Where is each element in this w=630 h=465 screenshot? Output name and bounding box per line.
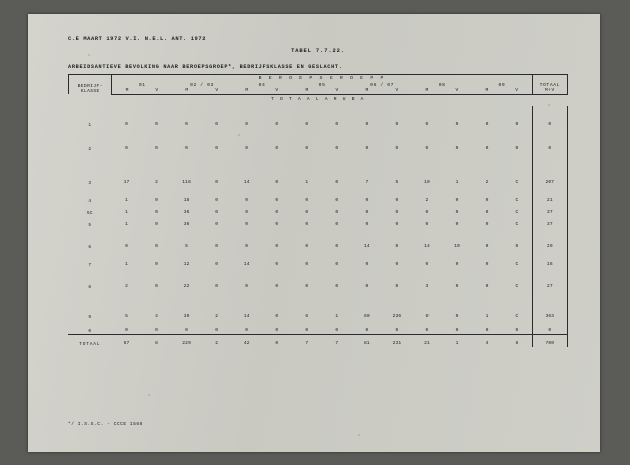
cell: 0 (425, 222, 429, 228)
cell: 0 (395, 210, 399, 216)
mv-header-7: V (322, 88, 352, 94)
table-row (68, 320, 568, 335)
cell: C (515, 210, 519, 216)
cell-total: 0 (532, 320, 567, 335)
table-row (68, 268, 568, 290)
cell: 0 (335, 210, 339, 216)
cell: 0 (155, 328, 159, 334)
cell: 0 (125, 122, 128, 128)
cell: 0 (185, 146, 189, 152)
cell: 0 (305, 210, 309, 216)
cell: 14 (424, 244, 430, 250)
cell: 0 (305, 262, 309, 268)
cell: 39 (183, 314, 190, 320)
cell: 0 (155, 122, 159, 128)
cell: 0 (335, 262, 339, 268)
row-label-1: 1 (88, 122, 92, 128)
cell: 0 (245, 328, 249, 334)
cell: 0 (335, 180, 339, 186)
row-label-6: 6 (88, 244, 92, 250)
cell-total: 27 (532, 268, 567, 290)
total-cell-grand: 700 (532, 334, 567, 347)
cell: 0 (155, 284, 159, 290)
cell: 0 (275, 328, 279, 334)
cell: 14 (243, 314, 250, 320)
cell: 0 (455, 262, 459, 268)
cell: 0 (215, 210, 219, 216)
cell: 0 (305, 284, 309, 290)
document-header-line: C.E MAART 1972 V.I. N.E.L. ANT. 1972 (68, 36, 207, 42)
cell: 3 (425, 284, 429, 290)
cell: 0 (335, 198, 339, 204)
total-cell: 2 (202, 334, 232, 347)
cell: C (515, 222, 519, 228)
cell: 0 (275, 210, 279, 216)
cell: 0 (335, 222, 339, 228)
cell: 0 (395, 198, 399, 204)
cell: 36 (183, 222, 190, 228)
table-row (68, 250, 568, 268)
mv-header-4: M (232, 88, 262, 94)
cell: 0 (305, 146, 309, 152)
stub-header-cell: BEDRIJF- KLASSE (69, 83, 112, 94)
cell: 0 (155, 262, 159, 268)
cell: 14 (243, 180, 250, 186)
cell: 0 (305, 122, 309, 128)
cell: C (515, 284, 519, 290)
table-number-label: TABEL 7.7.22. (291, 47, 345, 54)
cell: 2 (125, 284, 128, 290)
total-cell: 0 (262, 334, 292, 347)
cell: 0 (395, 328, 399, 334)
mv-header-3: V (202, 88, 232, 94)
cell: 0 (485, 210, 489, 216)
cell: 0 (305, 198, 309, 204)
mv-header-5: V (262, 88, 292, 94)
cell: 1 (125, 222, 128, 228)
group-code-09: 09 (498, 83, 506, 88)
section-title: T O T A A L A R U B A (270, 97, 366, 103)
cell: 5 (125, 314, 128, 320)
table-row (68, 152, 568, 186)
cell: 0 (365, 210, 369, 216)
statistics-table-body (68, 106, 568, 347)
section-title-row (69, 94, 568, 106)
cell: 0 (485, 222, 489, 228)
cell: 116 (182, 180, 191, 186)
cell: 236 (392, 314, 402, 320)
total-cell: 21 (412, 334, 442, 347)
cell: 1 (125, 210, 128, 216)
table-row (68, 290, 568, 320)
cell: 14 (364, 244, 370, 250)
total-cell: 7 (292, 334, 322, 347)
cell: 0 (155, 146, 159, 152)
table-row (68, 204, 568, 216)
group-code-08: 08 (438, 83, 446, 88)
cell: 0 (335, 146, 339, 152)
group-code-02-03: 02 / 03 (190, 83, 214, 88)
cell: 0 (485, 146, 489, 152)
cell: 0 (515, 146, 519, 152)
mv-header-2: M (172, 88, 202, 94)
cell: 0 (215, 122, 219, 128)
total-cell: 81 (352, 334, 382, 347)
row-label-0: 0 (88, 328, 92, 334)
cell: 18 (183, 198, 190, 204)
cell: 0 (455, 146, 459, 152)
cell: 0 (515, 328, 519, 334)
cell: 0 (275, 262, 279, 268)
row-label-4: 4 (88, 198, 92, 204)
cell: 0 (245, 122, 249, 128)
cell: 0 (335, 328, 339, 334)
cell: 4 (155, 314, 159, 320)
cell: 14 (243, 262, 250, 268)
row-label-2: 2 (88, 146, 92, 152)
row-label-3: 3 (88, 180, 92, 186)
cell: 0 (425, 122, 429, 128)
cell: 0 (365, 146, 369, 152)
cell: 0 (215, 262, 219, 268)
group-code-05: 05 (318, 83, 326, 88)
statistics-table (68, 74, 568, 106)
table-row (68, 216, 568, 228)
cell: 0 (335, 284, 339, 290)
cell: 0 (275, 314, 279, 320)
group-code-04: 04 (258, 83, 266, 88)
cell: 0 (455, 122, 459, 128)
cell: 6 (425, 314, 429, 320)
cell: 0 (245, 198, 249, 204)
cell: 0 (305, 328, 309, 334)
cell-total: 207 (532, 152, 567, 186)
mv-header-13: V (502, 88, 532, 94)
cell: 10 (424, 180, 430, 186)
cell: 0 (215, 180, 219, 186)
cell: 0 (275, 198, 279, 204)
cell: 0 (485, 122, 489, 128)
row-label-9: 9 (88, 314, 92, 320)
cell: 0 (365, 284, 369, 290)
scanned-document-page (28, 14, 600, 452)
cell: 0 (185, 122, 189, 128)
cell: 0 (275, 180, 279, 186)
cell: 17 (123, 180, 130, 186)
total-cell: 4 (472, 334, 502, 347)
cell: 2 (485, 180, 489, 186)
cell: 0 (335, 122, 339, 128)
cell: 1 (125, 198, 128, 204)
cell: 0 (485, 262, 489, 268)
cell: 0 (215, 146, 219, 152)
group-code-total: TOTAAL (532, 83, 567, 88)
cell: 0 (485, 198, 489, 204)
cell: 0 (215, 222, 219, 228)
total-cell: 231 (382, 334, 412, 347)
cell: 0 (455, 314, 459, 320)
spanner-label: B E R O E P S G R O E P P (112, 75, 532, 84)
total-row-label: TOTAAL (68, 334, 112, 347)
cell: 0 (365, 198, 369, 204)
mv-header-8: M (352, 88, 382, 94)
cell: 0 (365, 262, 369, 268)
cell: 0 (245, 210, 249, 216)
table-total-row (68, 334, 568, 347)
cell: 0 (485, 284, 489, 290)
cell: 1 (125, 262, 128, 268)
cell: 0 (395, 146, 399, 152)
cell: 12 (183, 262, 190, 268)
cell-total: 363 (532, 290, 567, 320)
table-subtitle: ARBEIDSANTIEVE BEVOLKING NAAR BEROEPSGROEP*, BEDRIJFSKLASSE EN GESLACHT. (68, 63, 343, 70)
row-label-8: 8 (88, 284, 92, 290)
cell-total: 21 (532, 186, 567, 204)
cell: 2 (425, 198, 429, 204)
cell: 7 (365, 180, 369, 186)
total-cell: 7 (322, 334, 352, 347)
cell: 1 (335, 314, 339, 320)
cell: C (515, 314, 519, 320)
cell-total: 37 (532, 204, 567, 216)
cell: 0 (455, 328, 459, 334)
cell-total: 29 (532, 228, 567, 250)
row-label-5: 5 (88, 222, 92, 228)
table-spanner-row (69, 75, 568, 84)
cell: 0 (335, 244, 339, 250)
cell: 1 (305, 180, 309, 186)
group-code-06-07: 06 / 07 (370, 83, 395, 88)
cell: 0 (215, 244, 219, 250)
row-label-50: 5C (86, 210, 93, 216)
total-cell: 67 (112, 334, 142, 347)
table-row (68, 106, 568, 128)
cell: 0 (515, 122, 519, 128)
total-cell: 1 (442, 334, 472, 347)
cell: 0 (215, 198, 219, 204)
cell: 0 (425, 146, 429, 152)
cell: 0 (215, 284, 219, 290)
mv-header-9: V (382, 88, 412, 94)
cell: 0 (365, 222, 369, 228)
cell: 0 (455, 284, 459, 290)
cell: 0 (245, 222, 249, 228)
mv-header-10: M (412, 88, 442, 94)
cell: 0 (395, 244, 399, 250)
cell: 0 (125, 146, 128, 152)
cell-total: 16 (532, 250, 567, 268)
mv-header-6: M (292, 88, 322, 94)
group-code-01: 01 (138, 83, 146, 88)
cell: 0 (275, 146, 279, 152)
cell: 0 (455, 210, 459, 216)
cell: 0 (275, 244, 279, 250)
cell: 36 (183, 210, 190, 216)
cell: 0 (515, 244, 519, 250)
cell: 0 (365, 122, 369, 128)
table-row (68, 228, 568, 250)
cell: 0 (125, 244, 128, 250)
cell: 0 (395, 222, 399, 228)
cell-total: 37 (532, 216, 567, 228)
cell: 0 (425, 210, 429, 216)
cell: 0 (155, 210, 159, 216)
cell: 0 (485, 328, 489, 334)
cell: 0 (395, 284, 399, 290)
table-row (68, 186, 568, 204)
cell: 0 (125, 328, 128, 334)
cell: 0 (455, 222, 459, 228)
cell: 0 (245, 244, 249, 250)
cell: C (515, 180, 519, 186)
table-row (68, 128, 568, 152)
mv-header-1: V (142, 88, 172, 94)
cell: 0 (395, 262, 399, 268)
cell: 0 (245, 284, 249, 290)
cell: 0 (305, 244, 309, 250)
total-cell: 42 (232, 334, 262, 347)
cell: 5 (395, 180, 399, 186)
cell: 1 (485, 314, 489, 320)
cell: 0 (185, 328, 189, 334)
row-label-7: 7 (88, 262, 92, 268)
mv-header-total: M+V (532, 88, 567, 94)
cell: 2 (155, 180, 159, 186)
cell-total: 0 (532, 106, 567, 128)
cell-total: 0 (532, 128, 567, 152)
cell: 0 (245, 146, 249, 152)
cell: 22 (183, 284, 190, 290)
cell: 0 (275, 284, 279, 290)
cell: C (515, 198, 519, 204)
cell: 0 (305, 222, 309, 228)
cell: 0 (155, 222, 159, 228)
cell: 60 (364, 314, 370, 320)
cell: 0 (395, 122, 399, 128)
cell: 0 (365, 328, 369, 334)
cell: 0 (275, 222, 279, 228)
cell: 0 (485, 244, 489, 250)
cell: 0 (155, 198, 159, 204)
cell: 0 (425, 262, 429, 268)
mv-header-11: V (442, 88, 472, 94)
cell: 0 (425, 328, 429, 334)
cell: 1 (455, 180, 459, 186)
mv-header-12: M (472, 88, 502, 94)
document-footnote: */ I.S.G.C. - CCCE 1568 (68, 422, 143, 427)
cell: 0 (275, 122, 279, 128)
cell: 5 (185, 244, 189, 250)
cell: 6 (305, 314, 309, 320)
cell: 0 (215, 328, 219, 334)
cell: C (515, 262, 519, 268)
cell: 10 (454, 244, 460, 250)
document-content (68, 36, 568, 347)
cell: 0 (455, 198, 459, 204)
total-cell: 8 (502, 334, 532, 347)
total-cell: 229 (172, 334, 202, 347)
cell: 2 (215, 314, 219, 320)
cell: 0 (155, 244, 159, 250)
total-cell: 8 (142, 334, 172, 347)
mv-header-0: M (112, 88, 142, 94)
